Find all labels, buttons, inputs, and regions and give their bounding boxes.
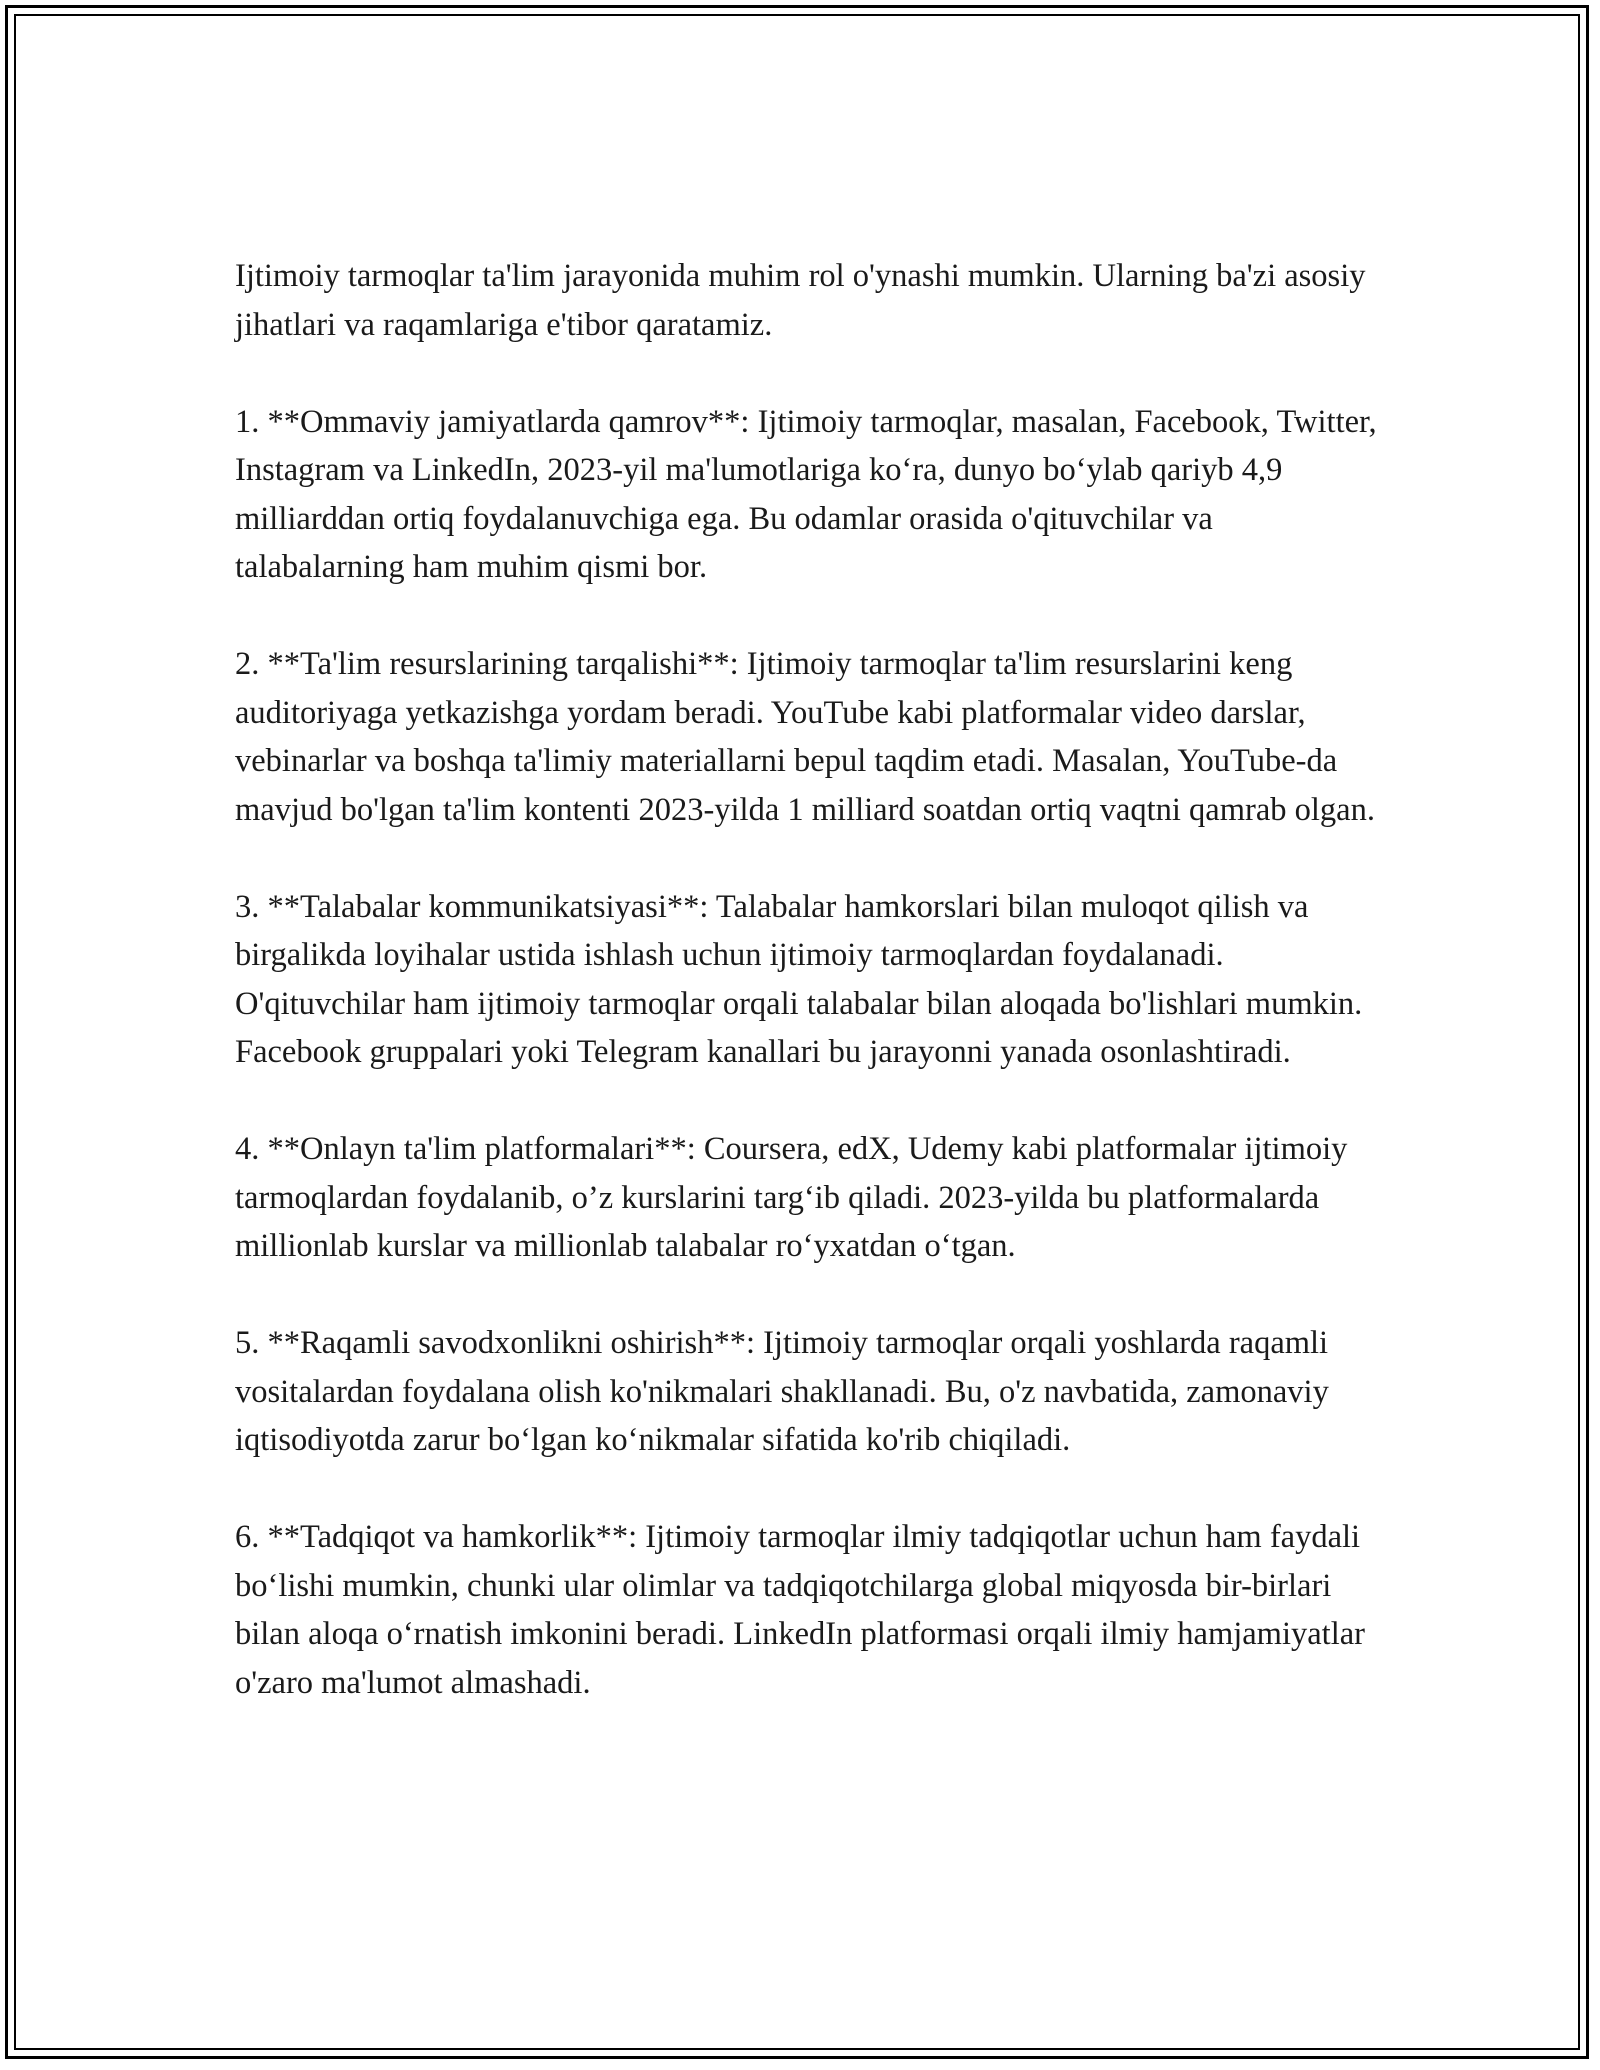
- intro-paragraph: Ijtimoiy tarmoqlar ta'lim jarayonida muhim rol o'ynashi mumkin. Ularning ba'zi asosiy jihatlari va raqamlariga e'tibor qaratamiz.: [235, 258, 1366, 343]
- list-item-5-paragraph: 5. **Raqamli savodxonlikni oshirish**: Ijtimoiy tarmoqlar orqali yoshlarda raqamli vositalardan foydalana olish ko'nikmalari shakllanadi. Bu, o'z navbatida, zamonaviy iqtisodiyotda zarur bo‘lgan ko‘nikmalar sifatida ko'rib chiqiladi.: [235, 1325, 1329, 1458]
- list-item-3-paragraph: 3. **Talabalar kommunikatsiyasi**: Talabalar hamkorslari bilan muloqot qilish va birgalikda loyihalar ustida ishlash uchun ijtimoiy tarmoqlardan foydalanadi. O'qituvchilar ham ijtimoiy tarmoqlar orqali talabalar bilan aloqada bo'lishlari mumkin. Facebook gruppalari yoki Telegram kanallari bu jarayonni yanada osonlashtiradi.: [235, 888, 1363, 1070]
- list-item-4-paragraph: 4. **Onlayn ta'lim platformalari**: Coursera, edX, Udemy kabi platformalar ijtimoiy tarmoqlardan foydalanib, o’z kurslarini targ‘ib qiladi. 2023-yilda bu platformalarda millionlab kurslar va millionlab talabalar ro‘yxatdan o‘tgan.: [235, 1131, 1348, 1264]
- list-item-1-paragraph: 1. **Ommaviy jamiyatlarda qamrov**: Ijtimoiy tarmoqlar, masalan, Facebook, Twitter, Instagram va LinkedIn, 2023-yil ma'lumotlariga ko‘ra, dunyo bo‘ylab qariyb 4,9 milliarddan ortiq foydalanuvchiga ega. Bu odamlar orasida o'qituvchilar va talabalarning ham muhim qismi bor.: [235, 403, 1377, 585]
- list-item-2-paragraph: 2. **Ta'lim resurslarining tarqalishi**: Ijtimoiy tarmoqlar ta'lim resurslarini keng auditoriyaga yetkazishga yordam beradi. YouTube kabi platformalar video darslar, vebinarlar va boshqa ta'limiy materiallarni bepul taqdim etadi. Masalan, YouTube-da mavjud bo'lgan ta'lim kontenti 2023-yilda 1 milliard soatdan ortiq vaqtni qamrab olgan.: [235, 646, 1375, 828]
- list-item-6-paragraph: 6. **Tadqiqot va hamkorlik**: Ijtimoiy tarmoqlar ilmiy tadqiqotlar uchun ham faydali bo‘lishi mumkin, chunki ular olimlar va tadqiqotchilarga global miqyosda bir-birlari bilan aloqa o‘rnatish imkonini beradi. LinkedIn platformasi orqali ilmiy hamjamiyatlar o'zaro ma'lumot almashadi.: [235, 1519, 1365, 1701]
- document-body: [235, 252, 1385, 1756]
